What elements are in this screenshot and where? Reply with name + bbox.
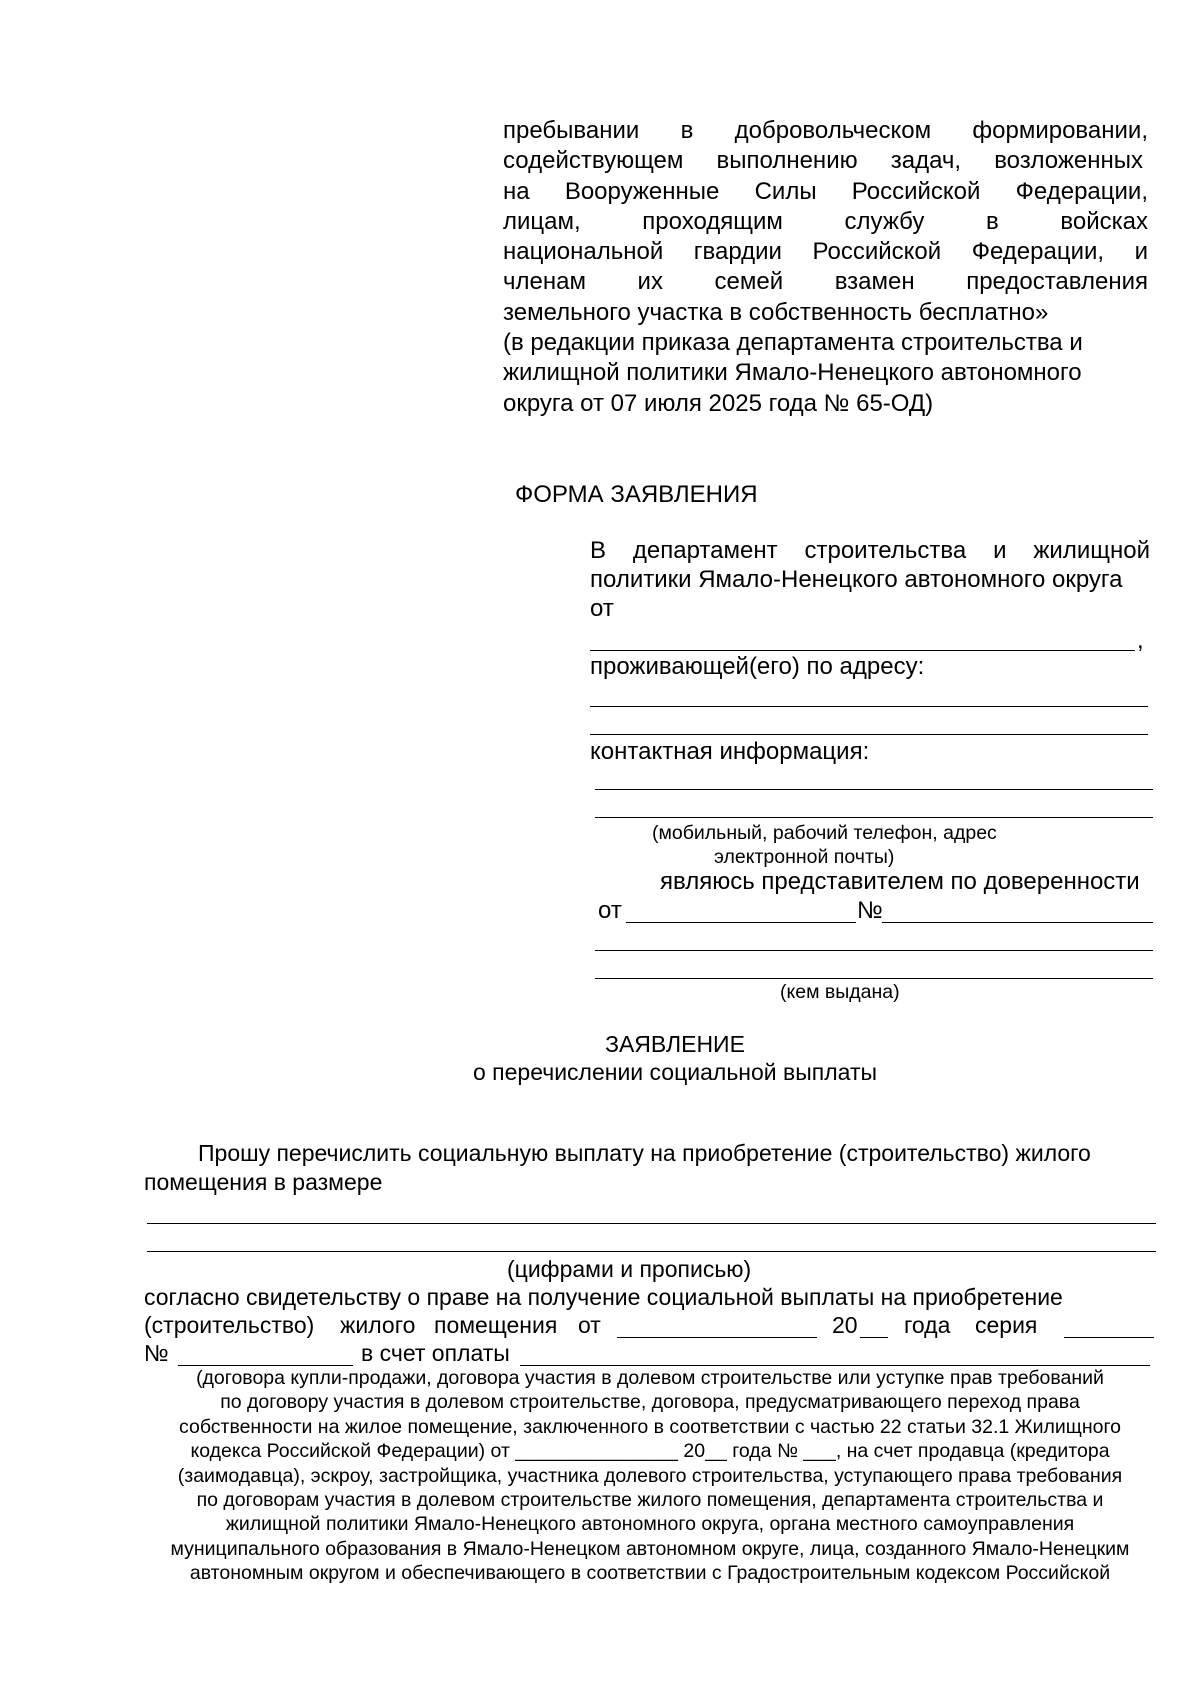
footnote-line: автономным округом и обеспечивающего в соответствии с Градостроительным кодексом Российской <box>189 1562 1111 1585</box>
amount-field-2[interactable] <box>147 1251 1156 1252</box>
certificate-text: согласно свидетельству о праве на получение социальной выплаты на приобретение <box>144 1284 1063 1310</box>
footnote-line: (заимодавца), эскроу, застройщика, участника долевого строительства, уступающего права требования <box>177 1464 1123 1487</box>
contact-field-2[interactable] <box>595 817 1153 818</box>
contact-hint: (мобильный, рабочий телефон, адрес <box>652 822 997 844</box>
request-text: Прошу перечислить социальную выплату на приобретение (строительство) жилого <box>198 1140 1091 1166</box>
header-line: членам их семей взамен предоставления <box>503 268 1148 296</box>
certificate-text: года <box>904 1312 951 1338</box>
address-field-2[interactable] <box>590 734 1148 735</box>
footnote-line: собственности на жилое помещение, заключенного в соответствии с частью 22 статьи 32.1 Жилищного <box>179 1415 1121 1438</box>
certificate-text: от <box>578 1312 601 1338</box>
header-line: земельного участка в собственность бесплатно» <box>503 298 1049 326</box>
header-line: пребывании в добровольческом формировании, <box>503 117 1148 144</box>
addressee-line: В департамент строительства и жилищной <box>590 537 1150 564</box>
footnote-line: (договора купли-продажи, договора участия в долевом строительстве или уступке прав требований <box>196 1367 1104 1389</box>
footnote-line: жилищной политики Ямало-Ненецкого автономного округа, органа местного самоуправления <box>225 1513 1075 1536</box>
certificate-year-prefix: 20 <box>832 1312 858 1338</box>
payment-footnote <box>140 1366 1160 1586</box>
poa-number-field[interactable] <box>882 922 1153 923</box>
contact-hint: электронной почты) <box>714 846 895 868</box>
issued-by-hint: (кем выдана) <box>780 981 900 1003</box>
addressee-block <box>590 536 1150 623</box>
number-sign: № <box>144 1340 169 1366</box>
statement-title: ЗАЯВЛЕНИЕ <box>605 1031 745 1057</box>
poa-date-field[interactable] <box>626 922 856 923</box>
certificate-series-field[interactable] <box>1064 1337 1154 1338</box>
poa-number-label: № <box>857 897 883 924</box>
certificate-text: серия <box>975 1312 1038 1338</box>
certificate-date-field[interactable] <box>617 1337 817 1338</box>
header-line: лицам, проходящим службу в войсках <box>503 207 1148 235</box>
residence-label: проживающей(его) по адресу: <box>590 653 925 680</box>
header-line: (в редакции приказа департамента строительства и <box>503 329 1083 357</box>
contact-label: контактная информация: <box>590 738 870 765</box>
footnote-line: муниципального образования в Ямало-Ненецком автономном округе, лица, созданного Ямало-Ненецким <box>170 1537 1130 1560</box>
statement-subtitle: о перечислении социальной выплаты <box>472 1059 878 1085</box>
address-field-1[interactable] <box>590 706 1148 707</box>
footnote-line: по договору участия в долевом строительстве, договора, предусматривающего переход права <box>220 1391 1080 1414</box>
certificate-text: (строительство) <box>144 1312 315 1338</box>
amount-hint: (цифрами и прописью) <box>507 1256 752 1282</box>
payment-label: в счет оплаты <box>361 1340 510 1366</box>
header-line: содействующем выполнению задач, возложенных <box>503 147 1143 175</box>
order-header-text <box>503 116 1148 419</box>
footnote-line: кодекса Российской Федерации) от _______________ 20__ года № ___, на счет продавца (кредитора <box>190 1440 1110 1463</box>
certificate-year-field[interactable] <box>860 1337 888 1338</box>
certificate-text: помещения <box>434 1312 558 1338</box>
certificate-text: жилого <box>340 1312 416 1338</box>
representative-label: являюсь представителем по доверенности <box>660 868 1140 895</box>
applicant-name-field[interactable] <box>590 650 1135 651</box>
addressee-line: от <box>590 595 614 622</box>
form-title: ФОРМА ЗАЯВЛЕНИЯ <box>515 481 758 508</box>
header-line: жилищной политики Ямало-Ненецкого автономного <box>503 359 1082 387</box>
comma: , <box>1137 627 1144 654</box>
header-line: округа от 07 июля 2025 года № 65-ОД) <box>503 389 934 417</box>
poa-issuer-field-1[interactable] <box>595 950 1153 951</box>
request-text: помещения в размере <box>144 1169 383 1195</box>
contact-field-1[interactable] <box>595 789 1153 790</box>
amount-field-1[interactable] <box>147 1223 1156 1224</box>
footnote-line: по договорам участия в долевом строительстве жилого помещения, департамента строительства и <box>196 1489 1104 1512</box>
header-line: национальной гвардии Российской Федерации, и <box>503 238 1148 266</box>
poa-from-label: от <box>598 897 622 924</box>
poa-issuer-field-2[interactable] <box>595 978 1153 979</box>
header-line: на Вооруженные Силы Российской Федерации, <box>503 177 1148 205</box>
addressee-line: политики Ямало-Ненецкого автономного округа <box>590 566 1123 593</box>
